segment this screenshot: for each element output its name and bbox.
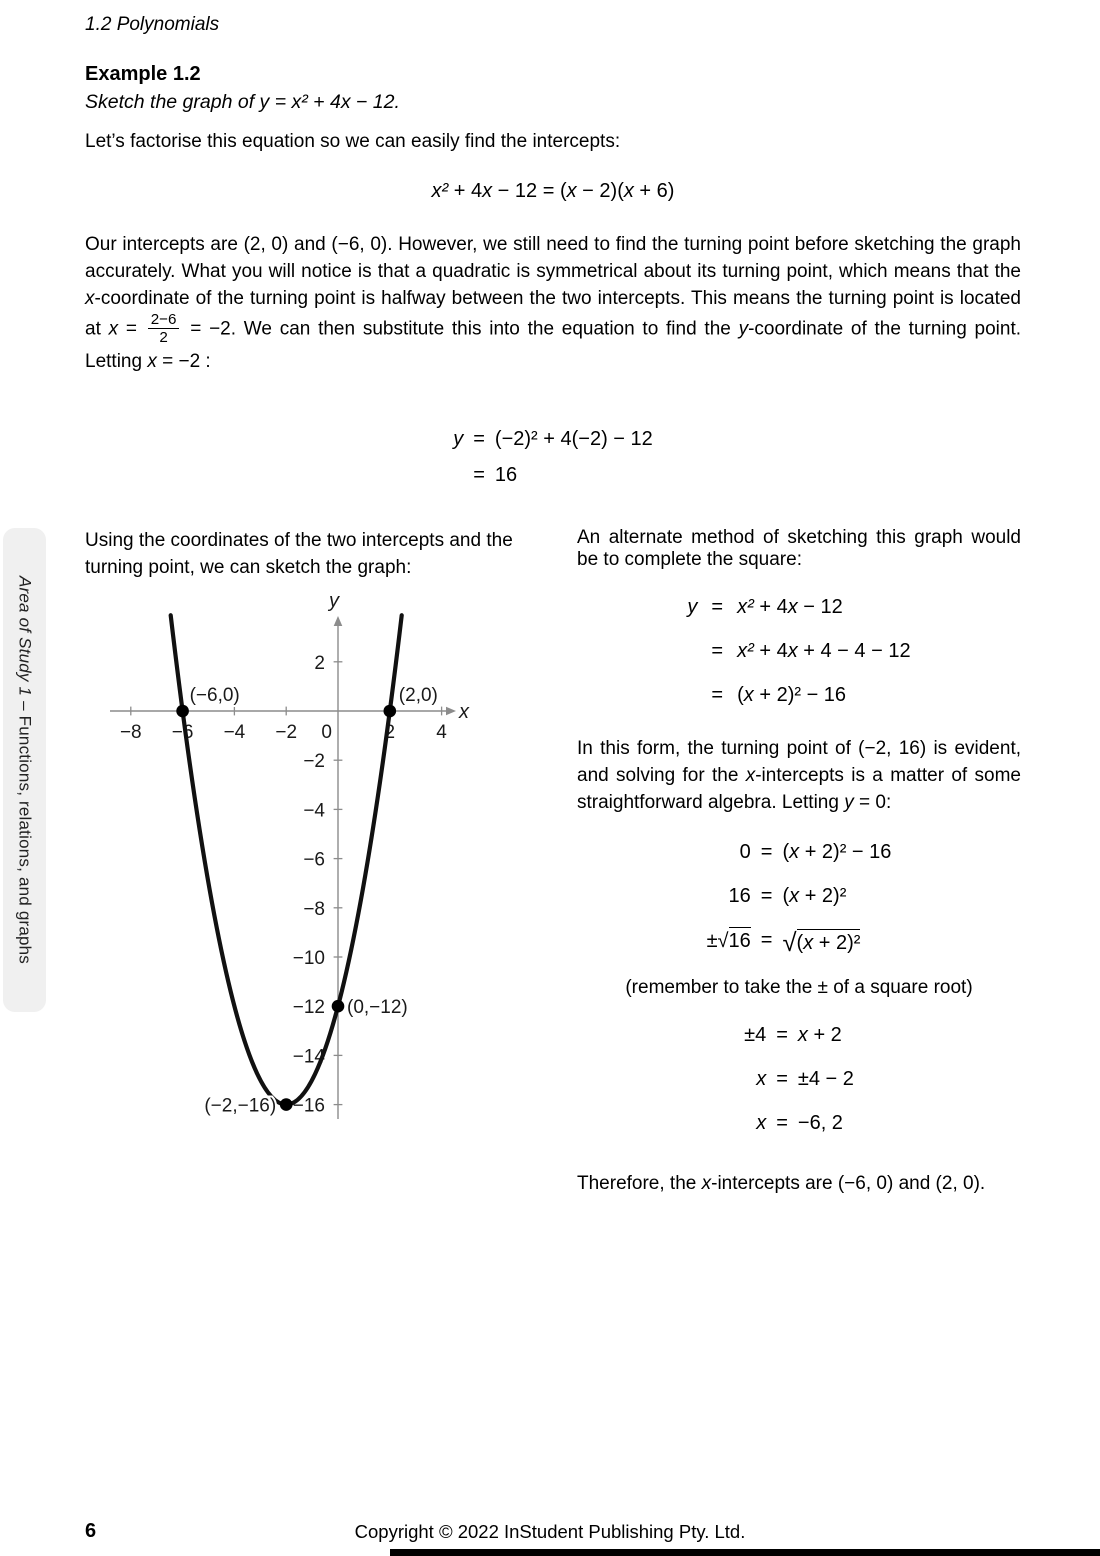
factorise-intro: Let’s factorise this equation so we can easily find the intercepts: — [85, 131, 621, 152]
area-of-study-tab — [3, 528, 46, 1012]
svg-text:−2: −2 — [303, 751, 325, 773]
page-content — [85, 0, 1021, 1195]
two-column-section — [85, 527, 1021, 1196]
key-point-label: (0,−12) — [347, 997, 408, 1019]
sketch-intro: Using the coordinates of the two intercepts and the turning point, we can sketch the graph: — [85, 529, 513, 578]
svg-text:2: 2 — [384, 721, 396, 743]
running-head: 1.2 Polynomials — [85, 14, 220, 35]
svg-text:2: 2 — [314, 652, 325, 674]
square-root-note: (remember to take the ± of a square root) — [625, 977, 973, 999]
area-of-study-label-italic: Area of Study 1 — [15, 575, 35, 702]
svg-text:−2: −2 — [275, 721, 298, 743]
solve-equations-1: 0 = (x + 2)² − 16 16 = (x + 2)² ±√16 = √(x + 2)² — [706, 841, 892, 958]
alternate-method-intro: An alternate method of sketching this graph would be to complete the square: — [577, 526, 1021, 570]
key-point — [384, 705, 397, 718]
substitution-equations: y = (−2)² + 4(−2) − 12 = 16 — [453, 427, 653, 486]
svg-text:−4: −4 — [223, 721, 246, 743]
svg-text:−14: −14 — [292, 1046, 325, 1068]
svg-text:0: 0 — [321, 721, 332, 743]
area-of-study-label-rest: – Functions, relations, and graphs — [15, 701, 35, 964]
complete-square-equations: y = x² + 4x − 12 = x² + 4x + 4 − 4 − 12 = (x + 2)² − 16 — [687, 595, 911, 706]
x-axis-label: x — [459, 700, 469, 723]
factorised-equation: x² + 4x − 12 = (x − 2)(x + 6) — [431, 180, 675, 202]
key-point-label: (−6,0) — [189, 684, 240, 706]
page-number: 6 — [85, 1520, 97, 1542]
svg-text:−6: −6 — [171, 721, 194, 743]
key-point — [280, 1098, 293, 1111]
solve-equations-2: ±4 = x + 2 x = ±4 − 2 x = −6, 2 — [744, 1024, 854, 1135]
graph-container — [89, 591, 555, 1151]
key-point-label: (2,0) — [398, 684, 438, 706]
svg-text:−4: −4 — [303, 800, 325, 822]
parabola-graph — [89, 591, 529, 1151]
svg-text:−16: −16 — [292, 1095, 325, 1117]
svg-text:−8: −8 — [119, 721, 142, 743]
bottom-edge-bar — [390, 1549, 1100, 1556]
conclusion-paragraph: Therefore, the x-intercepts are (−6, 0) and (2, 0). — [577, 1173, 986, 1195]
area-of-study-label — [15, 576, 35, 964]
svg-text:−6: −6 — [303, 849, 325, 871]
example-title: Example 1.2 — [85, 63, 201, 85]
key-point — [332, 1000, 345, 1013]
y-axis-label: y — [329, 590, 339, 612]
right-column — [577, 527, 1021, 1196]
svg-text:4: 4 — [436, 721, 447, 743]
turning-point-paragraph: Our intercepts are (2, 0) and (−6, 0). However, we still need to find the turning point before sketching the graph accurately. What you will notice is that a quadratic is symmetrical about its turning point, which means that the x-coordinate of the turning point is halfway between the two intercepts. This means the turning point is located at x = $\frac{2-6}{2}$ = −2. We can then substitute this into the equation to find the y-coordinate of the turning point. Letting x = −2 : — [85, 234, 1021, 372]
example-prompt: Sketch the graph of y = x² + 4x − 12. — [85, 91, 400, 113]
turning-point-evident-paragraph: In this form, the turning point of (−2, 16) is evident, and solving for the x-intercepts is a matter of some straightforward algebra. Letting y = 0: — [577, 737, 1021, 813]
copyright-line: Copyright © 2022 InStudent Publishing Pty. Ltd. — [354, 1521, 746, 1542]
key-point-label: (−2,−16) — [204, 1095, 277, 1117]
svg-text:−10: −10 — [292, 947, 325, 969]
svg-text:−8: −8 — [303, 898, 325, 920]
left-column — [85, 527, 555, 1151]
key-point — [176, 705, 189, 718]
substitution-block — [85, 421, 1021, 493]
svg-text:−12: −12 — [292, 997, 325, 1019]
